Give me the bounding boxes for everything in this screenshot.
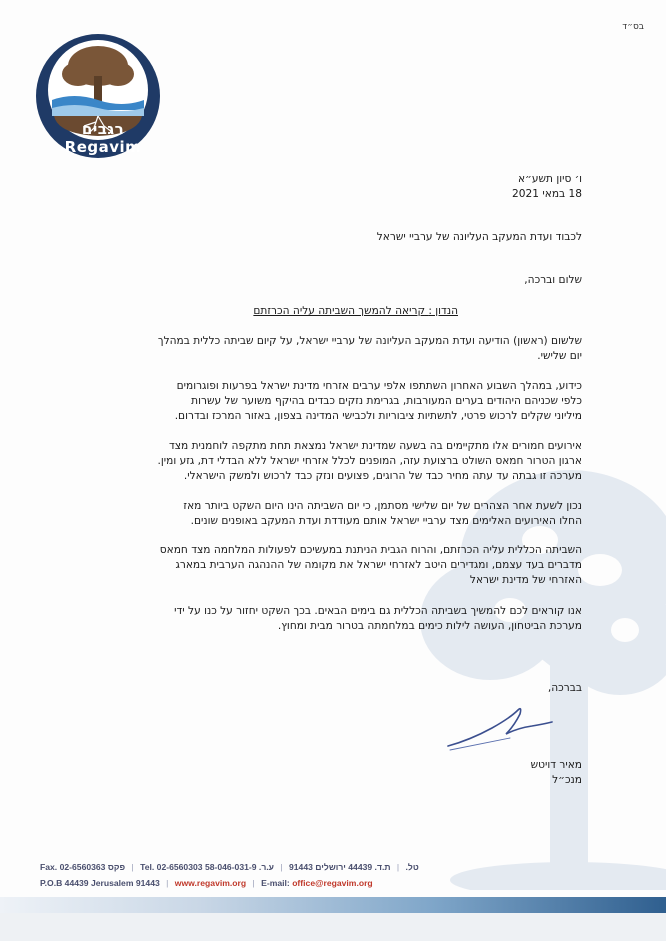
- paragraph-3: [62, 439, 582, 484]
- paragraph-5: [62, 543, 582, 588]
- footer-contact-line: Fax. 02-6560363 פקס | Tel. 02-6560303 טל. | ת.ד. 44439 ירושלים 91443 | ע.ר. 58-046-031-9: [40, 862, 419, 872]
- paragraph-line: מיליוני שקלים לרכוש פרטי, לתשתיות ציבוריות ולכבישי המדינה בצפון, באזור המרכז ובדרום.: [174, 410, 582, 422]
- footer-fax: Fax. 02-6560363 פקס: [40, 862, 126, 872]
- footer-email-label: E-mail:: [261, 878, 290, 888]
- greeting: שלום וברכה,: [524, 274, 582, 286]
- subject-line: [253, 304, 458, 319]
- recipient: לכבוד ועדת המעקב העליונה של ערביי ישראל: [376, 231, 582, 243]
- footer-address-line: P.O.B 44439 Jerusalem 91443 | www.regavim.org | E-mail: office@regavim.org: [40, 878, 373, 888]
- paragraph-line: אנו קוראים לכם להמשיך בשביתה הכללית גם בימים הבאים. בכך השקט יחזור על כנו על ידי: [174, 605, 582, 617]
- paragraph-line: כידוע, במהלך השבוע האחרון השתתפו אלפי ערבים אזרחי מדינת ישראל בפרעות ופוגרומים: [176, 380, 582, 392]
- footer-address-english: P.O.B 44439 Jerusalem 91443: [40, 878, 160, 888]
- footer-tel: Tel. 02-6560303 טל.: [140, 862, 419, 872]
- paragraph-4: [62, 499, 582, 529]
- paragraph-line: ארגון הטרור חמאס השולט ברצועת עזה, המופנים לכלל אזרחי ישראל ללא הבדלי דת, גזע ומין.: [157, 455, 582, 467]
- paragraph-line: נכון לשעת אחר הצהרים של יום שלישי מסתמן, כי יום השביתה הינו היום השקט ביותר מאז: [183, 500, 582, 512]
- footer-gradient-bar: [0, 897, 666, 913]
- signer-title: מנכ״ל: [552, 774, 582, 786]
- subject-prefix: הנדון :: [428, 305, 458, 317]
- paragraph-line: מדברים בעד עצמם, ומגדירים היטב לאזרחי ישראל את מקומה של ההנהגה הערבית במארג: [175, 559, 582, 571]
- footer-website[interactable]: www.regavim.org: [174, 878, 247, 888]
- footer-bottom-band: [0, 913, 666, 941]
- paragraph-line: החלו האירועים האלימים מצד ערביי ישראל אותם מעודדת ועדת המעקב באופנים שונים.: [190, 515, 582, 527]
- date-hebrew: ו׳ סיון תשע״א: [517, 173, 582, 185]
- paragraph-line: האזרחי של מדינת ישראל: [469, 574, 582, 586]
- paragraph-line: השביתה הכללית עליה הכרזתם, והרוח הגבית הניתנת במעשיכם לפעולות המלחמה מצד חמאס: [159, 544, 582, 556]
- footer-email[interactable]: office@regavim.org: [292, 878, 373, 888]
- paragraph-line: יום שלישי.: [537, 350, 582, 362]
- paragraph-line: מערכת הביטחון, העושה לילות כימים במלחמתה בטרור מבית ומחוץ.: [277, 620, 582, 632]
- paragraph-6: [62, 604, 582, 634]
- paragraph-line: שלשום (ראשון) הודיעה ועדת המעקב העליונה של ערביי ישראל, על קיום שביתה כללית במהלך: [157, 335, 582, 347]
- paragraph-line: אירועים חמורים אלו מתקיימים בה בשעה שמדינת ישראל נמצאת תחת מתקפה לוחמנית מצד: [168, 440, 582, 452]
- paragraph-line: כלפי שכניהם היהודים בערים המעורבות, בגרימת נזקים כבדים בהיקף משוער של עשרות: [191, 395, 582, 407]
- paragraph-2: [62, 379, 582, 424]
- signer-name: מאיר דויטש: [530, 759, 582, 771]
- footer-registration: ע.ר. 58-046-031-9: [204, 862, 274, 872]
- bsd-mark: בס״ד: [622, 22, 644, 32]
- logo-wordmark: רגבים Regavim: [64, 120, 142, 156]
- handwritten-signature: [440, 700, 560, 760]
- subject-text: קריאה להמשך השביתה עליה הכרזתם: [253, 305, 425, 317]
- footer-address-hebrew: ת.ד. 44439 ירושלים 91443: [289, 862, 391, 872]
- paragraph-line: מערכה זו גבתה עד עתה מחיר כבד של הרוגים, פצועים ונזק כבד לרכוש ולמשק הישראלי.: [183, 470, 582, 482]
- closing: בברכה,: [547, 682, 582, 694]
- paragraph-1: [62, 334, 582, 364]
- date-gregorian: 18 במאי 2021: [512, 188, 582, 200]
